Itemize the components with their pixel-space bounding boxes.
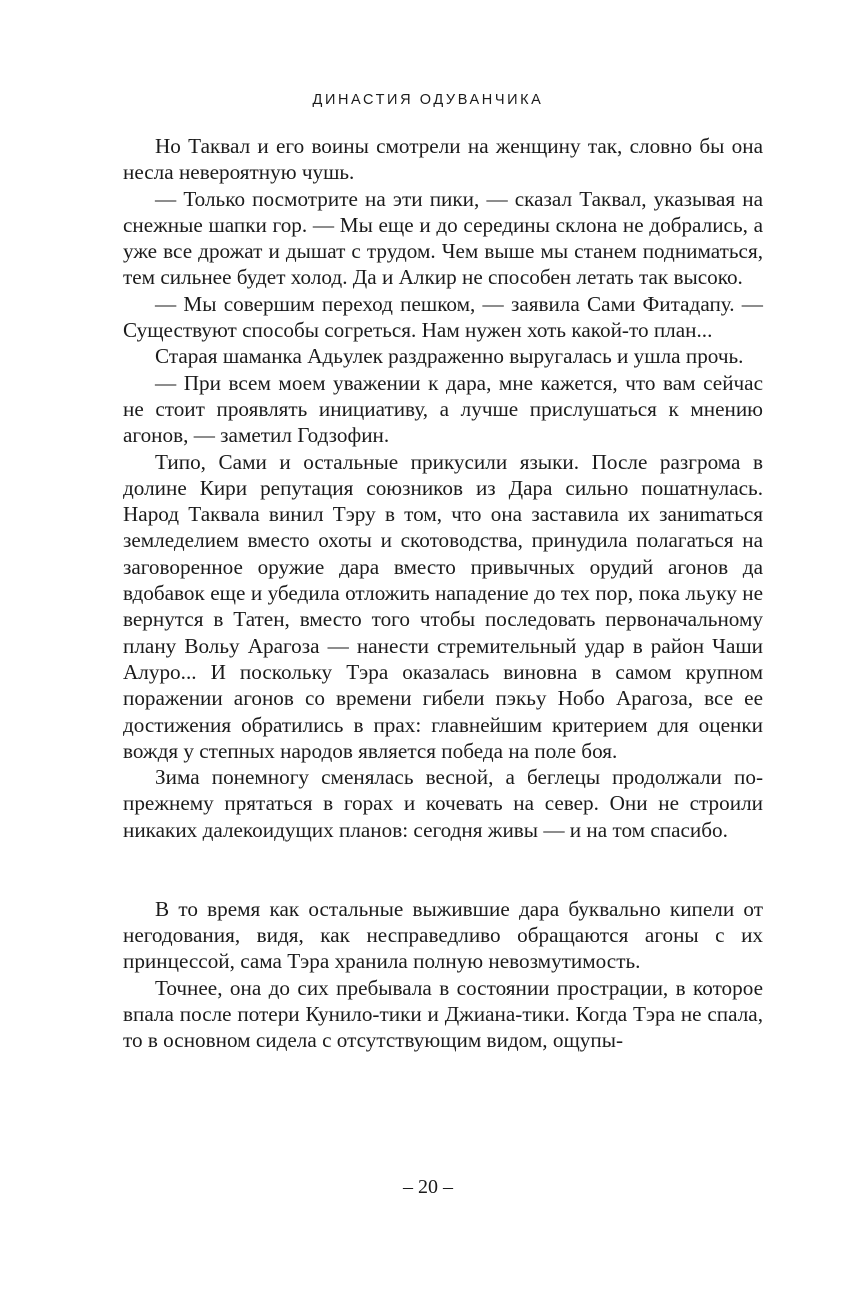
paragraph: — Мы совершим переход пешком, — заявила Сами Фитадапу. — Существуют способы согреться. Нам нужен хоть какой-то план... xyxy=(123,291,763,343)
paragraph: Но Таквал и его воины смотрели на женщину так, словно бы она несла невероятную чушь. xyxy=(123,134,763,185)
body-text xyxy=(123,133,763,1053)
paragraph: Типо, Сами и остальные прикусили языки. После разгрома в долине Кири репутация союзников из Дара сильно пошатнулась. Народ Таквала винил Тэру в том, что она заставила их заниmаться земледелием вместо охоты и скотоводства, принудила полагаться на заговоренное оружие дара вместо привычных орудий агонов да вдобавок еще и убедила отложить нападение до тех пор, пока льуку не вернутся в Татен, вместо того чтобы последовать первоначальному плану Вольу Арагоза — нанести стремительный удар в район Чаши Алуро... И поскольку Тэра оказалась виновна в самом крупном поражении агонов со времени гибели пэкьу Нобо Арагоза, все ее достижения обратились в прах: главнейшим критерием для оценки вождя у степных народов является победа на поле боя. xyxy=(123,449,763,763)
paragraph: Точнее, она до сих пребывала в состоянии прострации, в которое впала после потери Кунило-тики и Джиана-тики. Когда Тэра не спала, то в основном сидела с отсутствующим видом, ощупы- xyxy=(123,975,763,1053)
page-number: – 20 – xyxy=(403,1176,453,1198)
paragraph: В то время как остальные выжившие дара буквально кипели от негодования, видя, как несправедливо обращаются агоны с их принцессой, сама Тэра хранила полную невозмутимость. xyxy=(123,896,763,974)
running-head: ДИНАСТИЯ ОДУВАНЧИКА xyxy=(312,92,544,108)
paragraph: Зима понемногу сменялась весной, а беглецы продолжали попрежнему прятаться в горах и кочевать на север. Они не строили никаких далекоидущих планов: сегодня живы — и на том спасибо. xyxy=(123,765,763,842)
paragraph: — Только посмотрите на эти пики, — сказал Таквал, указывая на снежные шапки гор. — Мы еще и до середины склона не добрались, а уже все дрожат и дышат с трудом. Чем выше мы станем подниматься, тем сильнее будет холод. Да и Алкир не способен летать так высоко. xyxy=(123,186,763,290)
paragraph: Старая шаманка Адьулек раздраженно выругалась и ушла прочь. xyxy=(155,344,744,369)
section-break xyxy=(123,843,763,896)
paragraph: — При всем моем уважении к дара, мне кажется, что вам сейчас не стоит проявлять инициативу, а лучше прислушаться к мнению агонов, — заметил Годзофин. xyxy=(123,370,763,448)
